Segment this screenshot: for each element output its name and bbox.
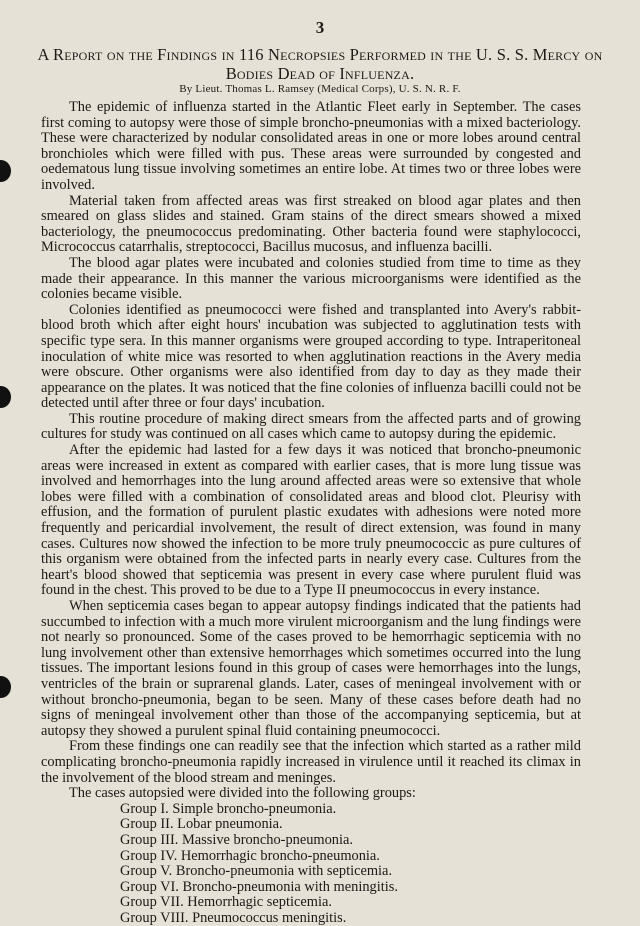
- group-item: Group VII. Hemorrhagic septicemia.: [120, 894, 332, 911]
- group-item: Group III. Massive broncho-pneumonia.: [120, 831, 353, 848]
- paragraph: Colonies identified as pneumococci were fished and transplanted into Avery's rabbit-blood broth which after eight hours' incubation was subjected to agglutination tests with specific type sera. In this manner organisms were grouped according to type. Intraperitoneal inoculation of white mice was resorted to when agglutination reactions in the Avery media were obscure. Other organisms were also identified from day to day as they made their appearance on the plates. It was noticed that the fine colonies of influenza bacilli could not be detected until after three or four days' incubation.: [41, 301, 581, 412]
- group-item: Group VI. Broncho-pneumonia with meningitis.: [120, 878, 398, 895]
- binder-hole: [0, 160, 11, 182]
- binder-hole: [0, 386, 11, 408]
- author-byline: By Lieut. Thomas L. Ramsey (Medical Corps), U. S. N. R. F.: [179, 83, 461, 95]
- report-title: A Report on the Findings in 116 Necropsies Performed in the U. S. S. Mercy on Bodies Dead of Influenza.: [37, 45, 603, 83]
- paragraph: When septicemia cases began to appear autopsy findings indicated that the patients had succumbed to infection with a much more virulent microorganism and the lung findings were not nearly so pronounced. Some of the cases proved to be hemorrhagic septicemia with no lung involvement other than extensive hemorrhages which sometimes occurred into the lung tissues. The important lesions found in this group of cases were hemorrhages into the lungs, ventricles of the brain or suprarenal glands. Later, cases of meningeal involvement with or without broncho-pneumonia, began to be seen. Many of these cases before death had no signs of meningeal involvement other than those of the accompanying septicemia, but at autopsy they showed a purulent spinal fluid containing pneumococci.: [41, 598, 581, 739]
- paragraph: The blood agar plates were incubated and colonies studied from time to time as they made their appearance. In this manner the various microorganisms were identified as the colonies became visible.: [41, 254, 581, 303]
- paragraph: The cases autopsied were divided into the following groups:: [69, 785, 416, 802]
- group-item: Group IV. Hemorrhagic broncho-pneumonia.: [120, 847, 380, 864]
- group-item: Group VIII. Pneumococcus meningitis.: [120, 909, 347, 926]
- paragraph: Material taken from affected areas was first streaked on blood agar plates and then smeared on glass slides and stained. Gram stains of the direct smears showed a mixed bacteriology, the pneumococcus predominating. Other bacteria found were staphylococci, Micrococcus catarrhalis, streptococci, Bacillus mucosus, and influenza bacilli.: [41, 192, 581, 256]
- paragraph: This routine procedure of making direct smears from the affected parts and of growing cultures for study was continued on all cases which came to autopsy during the epidemic.: [41, 410, 581, 443]
- report-body: [41, 100, 581, 926]
- paragraph: From these findings one can readily see that the infection which started as a rather mild complicating broncho-pneumonia rapidly increased in virulence until it reached its climax in the involvement of the blood stream and meninges.: [41, 738, 581, 786]
- binder-hole: [0, 676, 11, 698]
- group-item: Group I. Simple broncho-pneumonia.: [120, 800, 337, 817]
- group-item: Group V. Broncho-pneumonia with septicemia.: [120, 863, 393, 880]
- page-number: 3: [315, 18, 325, 37]
- paragraph: After the epidemic had lasted for a few days it was noticed that broncho-pneumonic areas were increased in extent as compared with earlier cases, that is more lung tissue was involved and hemorrhages into the lung around affected areas were so extensive that whole lobes were filled with a combination of consolidated areas and blood clot. Pleurisy with effusion, and the formation of purulent plastic exudates with adhesions were noted more frequently and pericardial involvement, the result of direct extension, was found in many cases. Cultures now showed the infection to be more truly pneumococcic as pure cultures of this organism were obtained from the infected parts in nearly every case. Cultures from the heart's blood showed that septicemia was present in every case where purulent fluid was found in the chest. This proved to be due to a Type II pneumococcus in every instance.: [41, 442, 581, 599]
- group-item: Group II. Lobar pneumonia.: [120, 816, 283, 833]
- paragraph: The epidemic of influenza started in the Atlantic Fleet early in September. The cases first coming to autopsy were those of simple broncho-pneumonias with a mixed bacteriology. These were characterized by nodular consolidated areas in one or more lobes around central bronchioles which were filled with pus. These areas were surrounded by congested and oedematous lung tissue involving sometimes an entire lobe. At times two or three lobes were involved.: [41, 99, 581, 193]
